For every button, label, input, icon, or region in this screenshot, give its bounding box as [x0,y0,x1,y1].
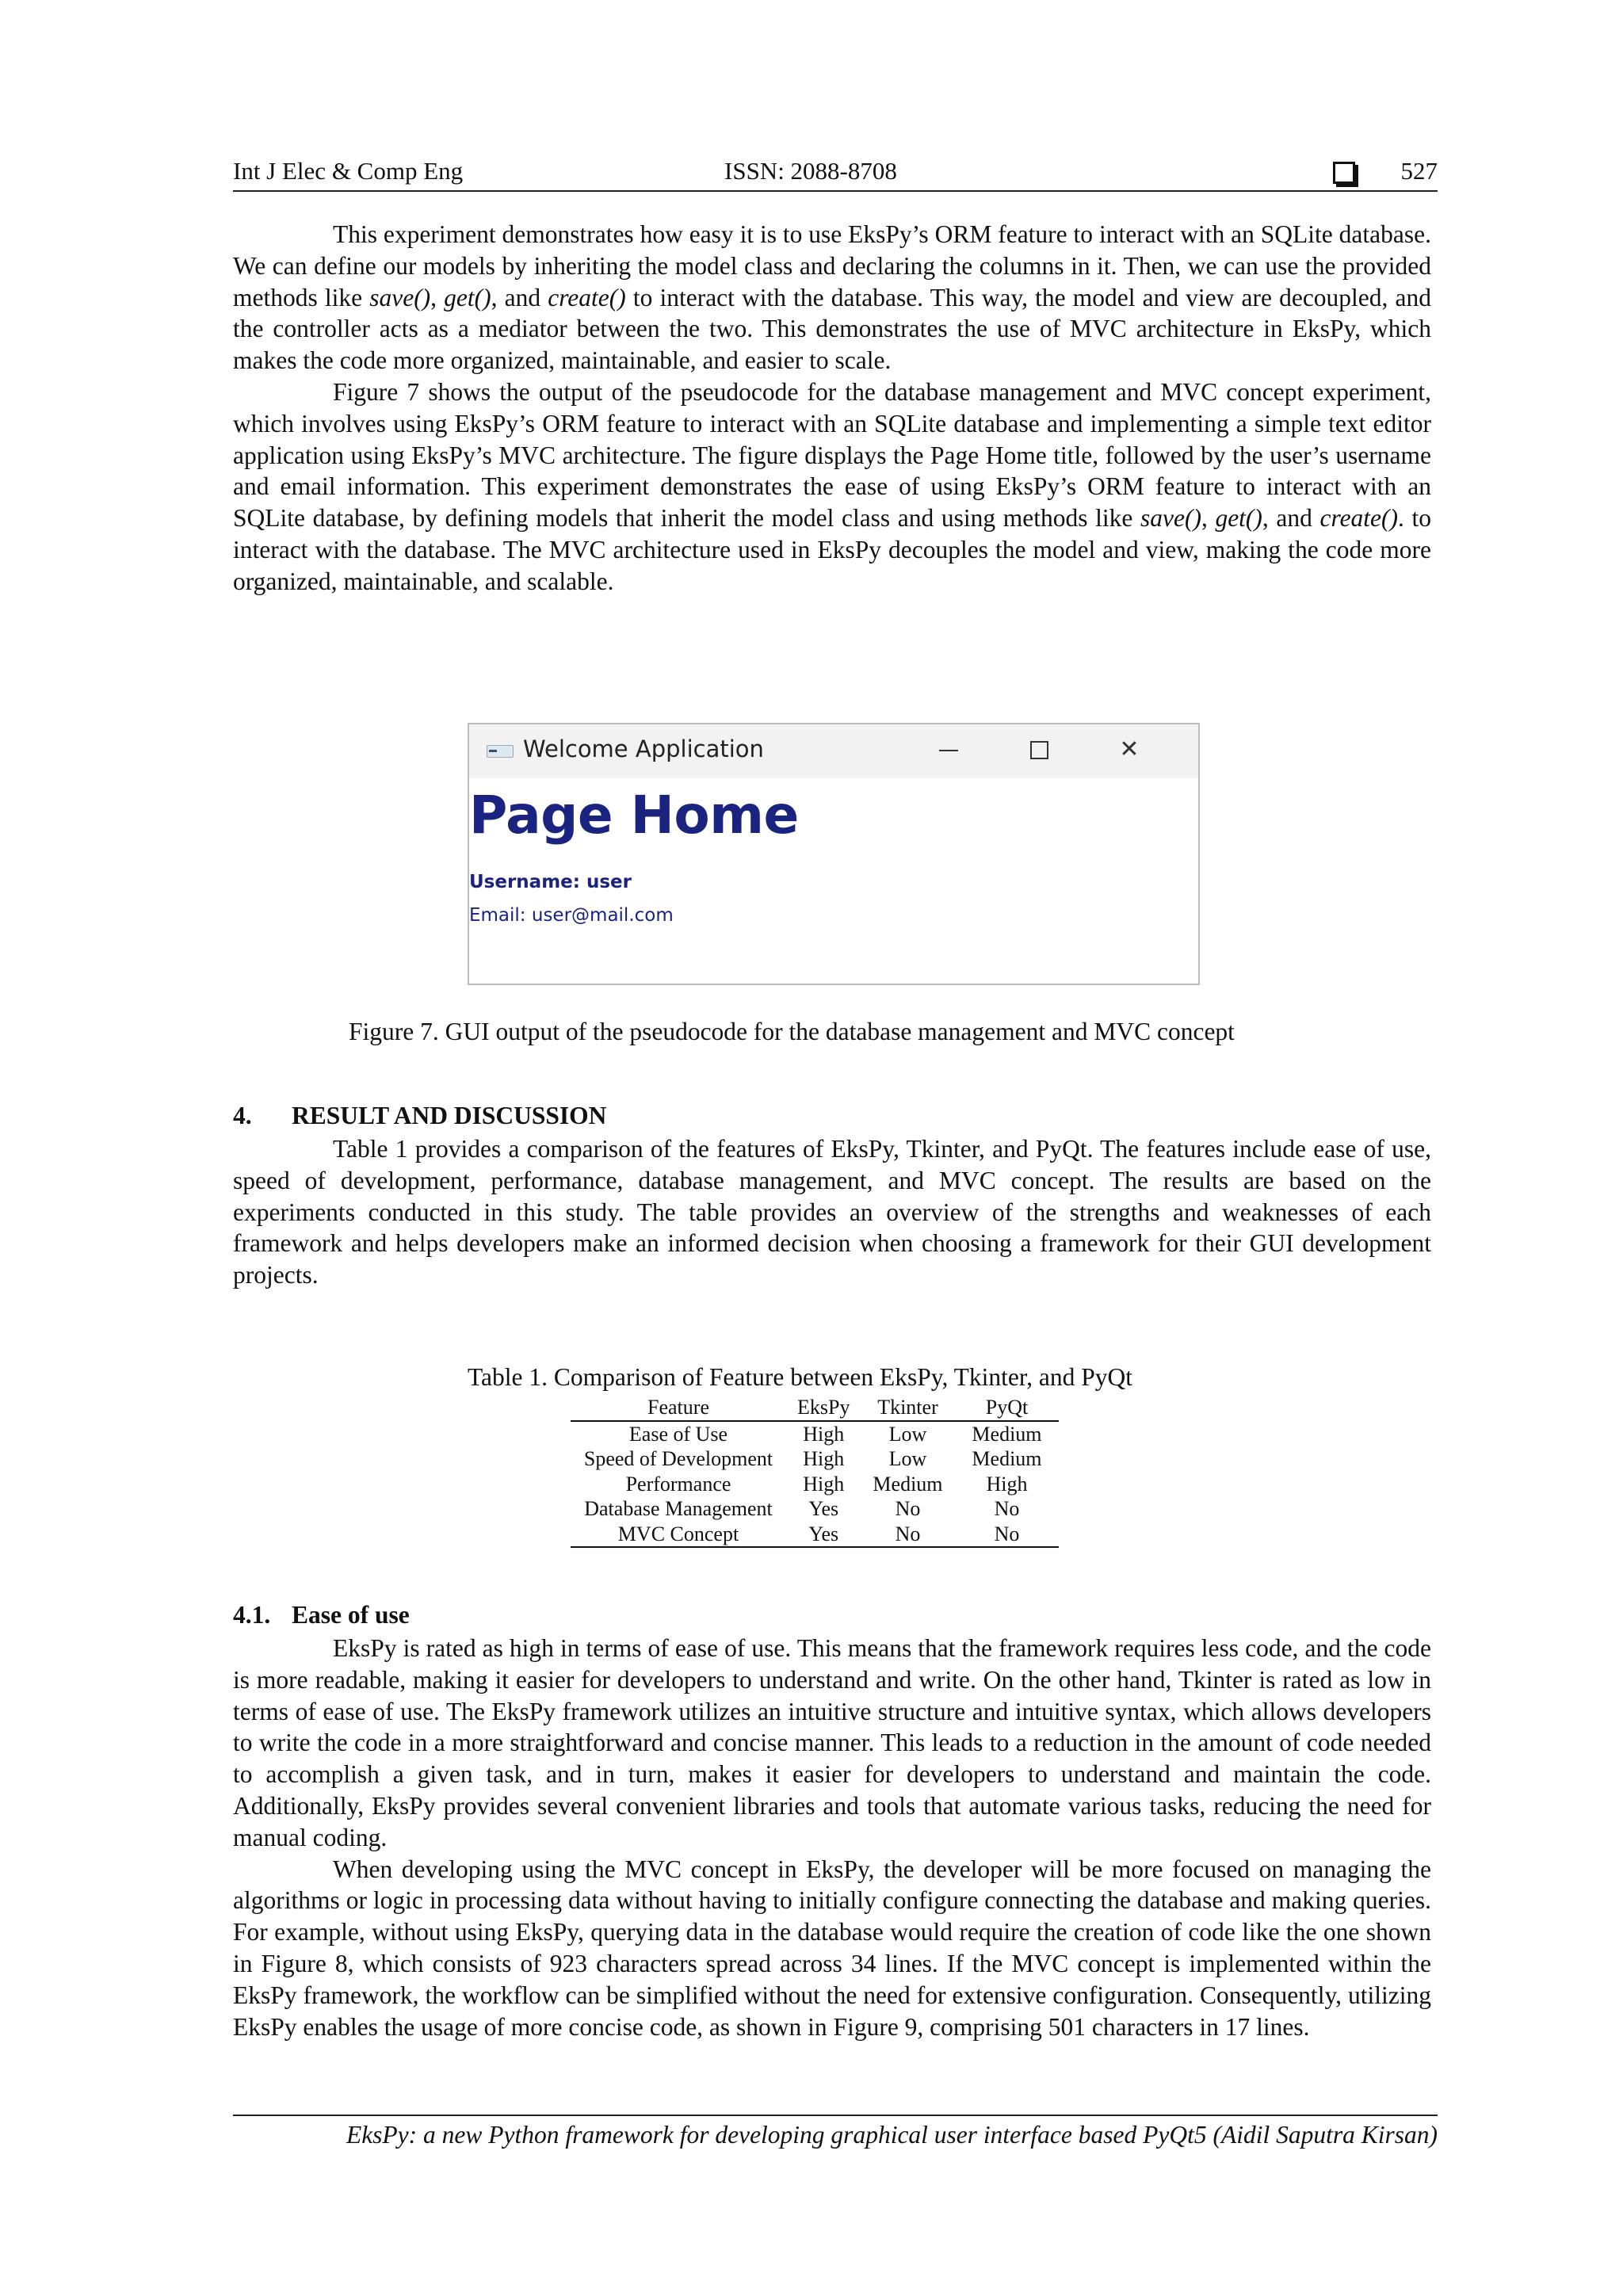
window-titlebar [469,724,1198,778]
table-cell: MVC Concept [617,1522,739,1545]
table-cell: Medium [972,1447,1042,1470]
column-header: EksPy [797,1396,850,1419]
window-title: Welcome Application [523,735,764,762]
page-box-icon [1333,162,1355,184]
email-label: Email: user@mail.com [469,905,674,926]
column-header: Tkinter [877,1396,938,1419]
issn: ISSN: 2088-8708 [724,157,897,185]
table-cell: Performance [625,1472,731,1496]
table-cell: Medium [873,1472,943,1496]
column-header: PyQt [985,1396,1029,1419]
maximize-icon[interactable] [1019,732,1059,767]
intro-paragraph-2: Figure 7 shows the output of the pseudocode for the database management and MVC concept experiment, which involves using EksPy’s ORM feature to interact with an SQLite database and implementing a simple text editor application using EksPy’s MVC architecture. The figure displays the Page Home title, followed by the user’s username and email information. This experiment demonstrates the ease of using EksPy’s ORM feature to interact with an SQLite database, by defining models that inherit the model class and using methods like save(), get(), and create(). to interact with the database. The MVC architecture used in EksPy decouples the model and view, making the code more organized, maintainable, and scalable. [233,377,1432,595]
page-number: 527 [1400,157,1438,185]
column-header: Feature [647,1396,709,1419]
table-row [571,1522,1059,1548]
subsection-title: Ease of use [292,1601,410,1629]
table-cell: No [895,1497,921,1520]
table-cell: No [895,1522,921,1545]
section-4-1-paragraph-1: EksPy is rated as high in terms of ease of use. This means that the framework requires less code, and the code is more readable, making it easier for developers to understand and write. On the other hand, Tkinter is rated as low in terms of ease of use. The EksPy framework utilizes an intuitive structure and intuitive syntax, which allows developers to write the code in a more straightforward and concise manner. This leads to a reduction in the amount of code needed to accomplish a given task, and in turn, makes it easier for developers to understand and maintain the code. Additionally, EksPy provides several convenient libraries and tools that automate various tasks, reducing the need for manual coding. [233,1634,1431,1851]
table-cell: Speed of Development [583,1447,773,1470]
close-icon[interactable]: ✕ [1119,735,1140,763]
figure-7-window [468,723,1200,985]
table-cell: Database Management [584,1497,773,1520]
running-footer: EksPy: a new Python framework for developing graphical user interface based PyQt5 (Aidil Saputra Kirsan) [233,2115,1438,2149]
comparison-table [571,1395,1059,1548]
subsection-number: 4.1. [233,1601,271,1629]
table-header-row [571,1395,1059,1421]
table-cell: Medium [972,1422,1042,1446]
running-header [233,155,1438,192]
minimize-icon[interactable] [929,732,968,767]
table-1-caption: Table 1. Comparison of Feature between EksPy, Tkinter, and PyQt [468,1363,1132,1391]
section-4-1-text [233,1633,1431,2042]
table-cell: Yes [808,1522,839,1545]
intro-paragraph-1: This experiment demonstrates how easy it is to use EksPy’s ORM feature to interact with an SQLite database. We can define our models by inheriting the model class and declaring the columns in it. Then, we can use the provided methods like save(), get(), and create() to interact with the database. This way, the model and view are decoupled, and the controller acts as a mediator between the two. This demonstrates the use of MVC architecture in EksPy, which makes the code more organized, maintainable, and easier to scale. [233,220,1432,375]
section-4-1-paragraph-2: When developing using the MVC concept in EksPy, the developer will be more focused on managing the algorithms or logic in processing data without having to initially configure connecting the database and making queries. For example, without using EksPy, querying data in the database would require the creation of code like the one shown in Figure 8, which consists of 923 characters spread across 34 lines. If the MVC concept is implemented within the EksPy framework, the workflow can be simplified without the need for extensive configuration. Consequently, utilizing EksPy enables the usage of more concise code, as shown in Figure 9, comprising 501 characters in 17 lines. [233,1855,1431,2041]
table-cell: High [803,1447,845,1470]
table-cell: High [803,1472,845,1496]
section-4-1-heading [233,1601,410,1629]
table-cell: Low [888,1422,927,1446]
username-label: Username: user [469,872,632,892]
table-cell: High [803,1422,845,1446]
table-cell: Yes [808,1497,839,1520]
journal-name: Int J Elec & Comp Eng [233,157,464,185]
app-icon [487,745,514,758]
section-4-text [233,1133,1431,1291]
table-cell: No [994,1497,1020,1520]
table-row [571,1496,1059,1522]
section-4-paragraph: Table 1 provides a comparison of the features of EksPy, Tkinter, and PyQt. The features include ease of use, speed of development, performance, database management, and MVC concept. The results are based on the experiments conducted in this study. The table provides an overview of the strengths and weaknesses of each framework and helps developers make an informed decision when choosing a framework for their GUI development projects. [233,1135,1431,1289]
section-number: 4. [233,1102,252,1129]
table-cell: No [994,1522,1020,1545]
table-cell: Ease of Use [628,1422,728,1446]
table-row [571,1421,1059,1447]
section-4-heading [233,1102,606,1130]
page-home-heading: Page Home [469,785,799,846]
table-cell: High [986,1472,1028,1496]
table-row [571,1446,1059,1472]
table-cell: Low [888,1447,927,1470]
section-title: RESULT AND DISCUSSION [292,1102,607,1129]
intro-text [233,219,1431,598]
table-row [571,1472,1059,1497]
figure-7-caption: Figure 7. GUI output of the pseudocode for the database management and MVC concept [349,1018,1235,1045]
